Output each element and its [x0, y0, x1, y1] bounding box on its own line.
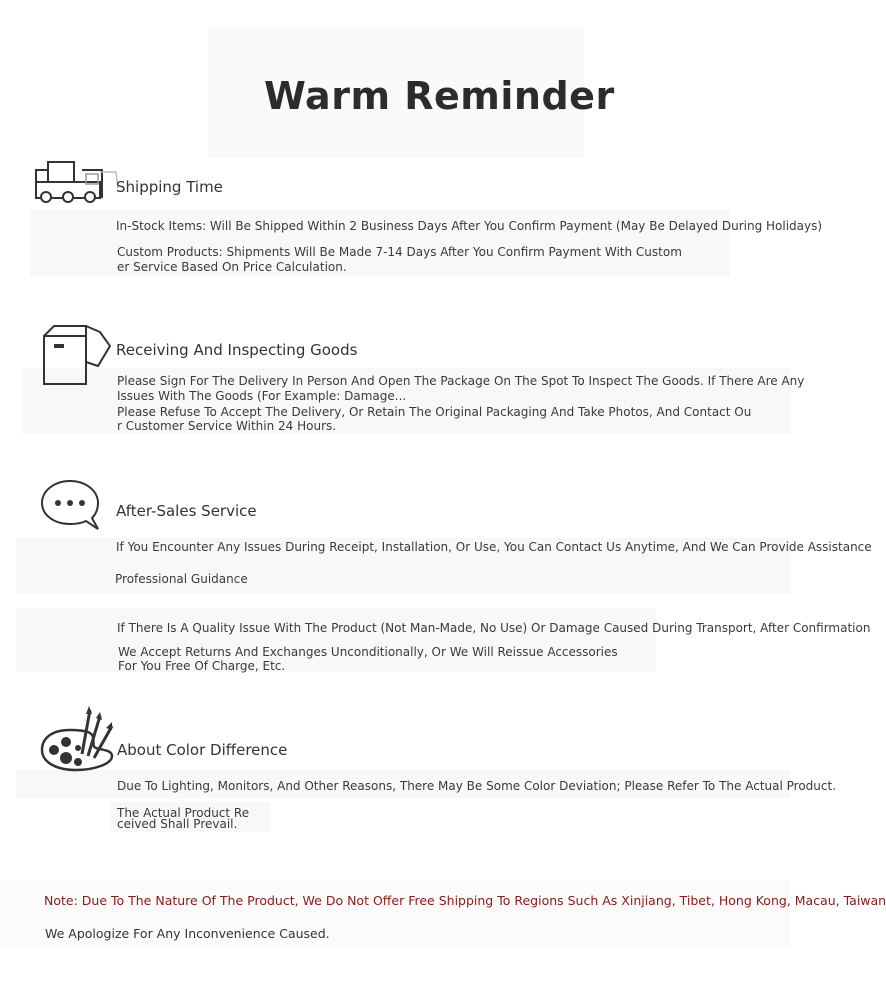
page-title: Warm Reminder [264, 74, 615, 118]
palette-icon [40, 704, 116, 774]
receiving-line-2a: Please Refuse To Accept The Delivery, Or Retain The Original Packaging And Take Photos, And Contact Ou [117, 405, 752, 419]
color-line-2b: ceived Shall Prevail. [117, 817, 238, 831]
receiving-line-1a: Please Sign For The Delivery In Person And Open The Package On The Spot To Inspect The Goods. If There Are Any [117, 374, 805, 388]
aftersales-line-2: Professional Guidance [115, 572, 248, 586]
shipping-line-2a: Custom Products: Shipments Will Be Made 7-14 Days After You Confirm Payment With Custom [117, 245, 682, 259]
note-shipping-restriction: Note: Due To The Nature Of The Product, We Do Not Offer Free Shipping To Regions Such As Xinjiang, Tibet, Hong Kong, Macau, Taiwan [44, 893, 886, 908]
receiving-line-2b: r Customer Service Within 24 Hours. [117, 419, 337, 433]
truck-icon [34, 160, 124, 208]
color-line-2a: The Actual Product Re [117, 806, 250, 820]
aftersales-line-1: If You Encounter Any Issues During Receipt, Installation, Or Use, You Can Contact Us Anytime, And We Can Provide Assistance [116, 540, 872, 554]
note-apology: We Apologize For Any Inconvenience Caused. [45, 926, 330, 941]
color-heading: About Color Difference [117, 741, 288, 759]
aftersales-line-4a: We Accept Returns And Exchanges Unconditionally, Or We Will Reissue Accessories [118, 645, 618, 659]
box-icon [40, 322, 112, 388]
shipping-line-1: In-Stock Items: Will Be Shipped Within 2 Business Days After You Confirm Payment (May Be Delayed During Holidays) [116, 219, 823, 233]
aftersales-shade-2 [16, 608, 656, 672]
shipping-heading: Shipping Time [116, 178, 223, 196]
receiving-heading: Receiving And Inspecting Goods [116, 341, 358, 359]
color-line-1: Due To Lighting, Monitors, And Other Reasons, There May Be Some Color Deviation; Please Refer To The Actual Product. [117, 779, 837, 793]
aftersales-heading: After-Sales Service [116, 502, 257, 520]
shipping-line-2b: er Service Based On Price Calculation. [117, 260, 347, 274]
receiving-line-1b: Issues With The Goods (For Example: Damage... [117, 389, 407, 403]
speech-bubble-icon [40, 478, 102, 532]
aftersales-line-4b: For You Free Of Charge, Etc. [118, 659, 286, 673]
aftersales-line-3: If There Is A Quality Issue With The Product (Not Man-Made, No Use) Or Damage Caused During Transport, After Confirmation [117, 621, 871, 635]
